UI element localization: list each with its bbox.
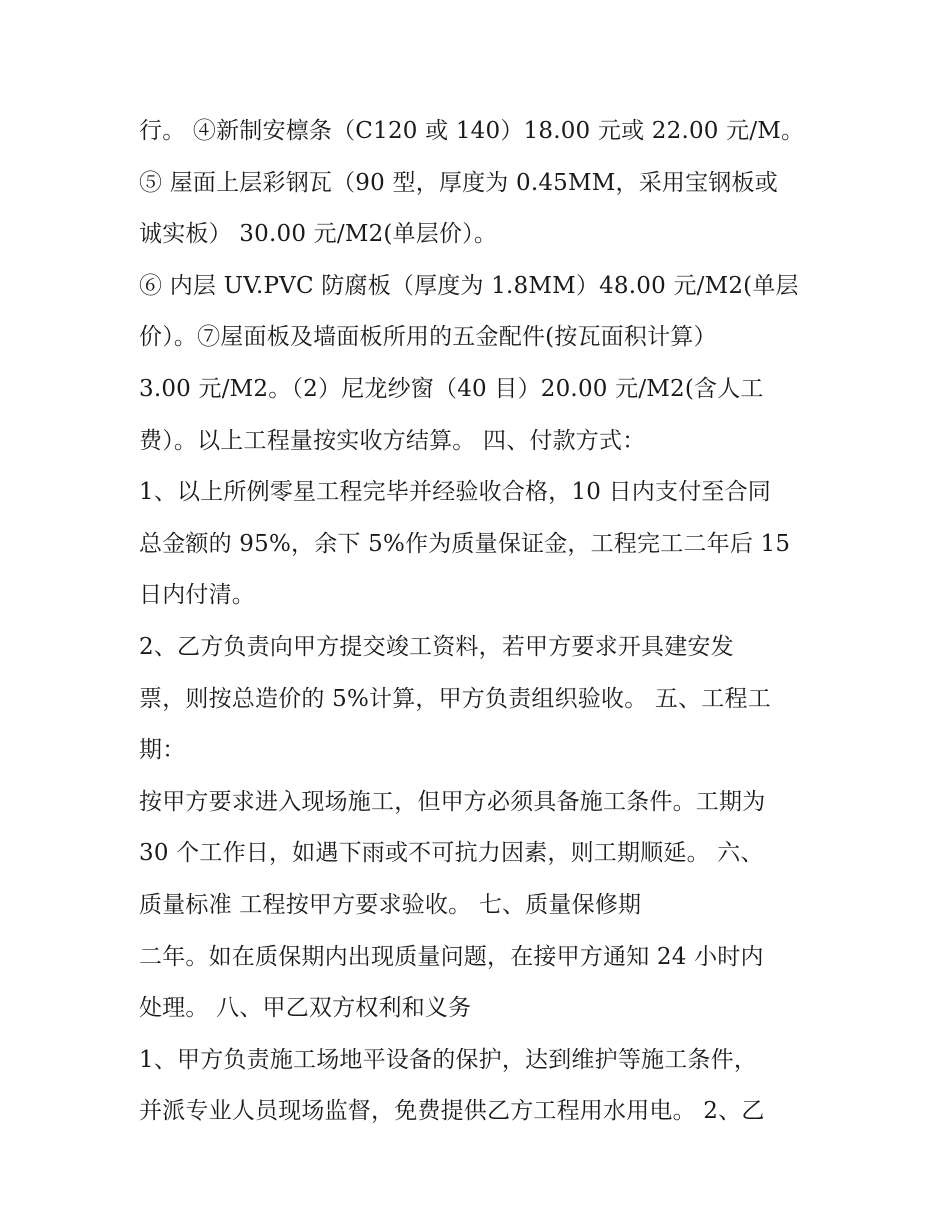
text-line: 期：	[139, 737, 186, 764]
text-line: ⑥ 内层 UV.PVC 防腐板（厚度为 1.8MM）48.00 元/M2(单层	[139, 272, 799, 299]
text-line: 处理。 八、甲乙双方权利和义务	[139, 995, 472, 1022]
text-line: ⑤ 屋面上层彩钢瓦（90 型，厚度为 0.45MM，采用宝钢板或	[139, 169, 778, 196]
text-line: 票，则按总造价的 5%计算，甲方负责组织验收。 五、工程工	[139, 685, 771, 712]
text-line: 费）。以上工程量按实收方结算。 四、付款方式：	[139, 427, 646, 454]
text-line: 1、以上所例零星工程完毕并经验收合格，10 日内支付至合同	[139, 479, 772, 506]
text-line: 按甲方要求进入现场施工，但甲方必须具备施工条件。工期为	[139, 788, 766, 815]
text-line: 价）。⑦屋面板及墙面板所用的五金配件(按瓦面积计算）	[139, 324, 717, 351]
text-line: 质量标准 工程按甲方要求验收。 七、质量保修期	[139, 891, 642, 918]
text-line: 3.00 元/M2。（2）尼龙纱窗（40 目）20.00 元/M2(含人工	[139, 375, 764, 402]
text-line: 诚实板） 30.00 元/M2(单层价）。	[139, 221, 498, 248]
text-line: 行。 ④新制安檩条（C120 或 140）18.00 元或 22.00 元/M。	[139, 118, 805, 144]
text-line: 30 个工作日，如遇下雨或不可抗力因素，则工期顺延。 六、	[139, 840, 764, 867]
text-line: 1、甲方负责施工场地平设备的保护，达到维护等施工条件，	[139, 1046, 758, 1073]
text-line: 二年。如在质保期内出现质量问题，在接甲方通知 24 小时内	[139, 943, 764, 970]
text-line: 日内付清。	[139, 582, 255, 609]
text-line: 2、乙方负责向甲方提交竣工资料，若甲方要求开具建安发	[139, 633, 734, 660]
text-line: 总金额的 95%，余下 5%作为质量保证金，工程完工二年后 15	[139, 530, 791, 557]
text-line: 并派专业人员现场监督，免费提供乙方工程用水用电。 2、乙	[139, 1098, 765, 1125]
document-body	[139, 106, 819, 1138]
